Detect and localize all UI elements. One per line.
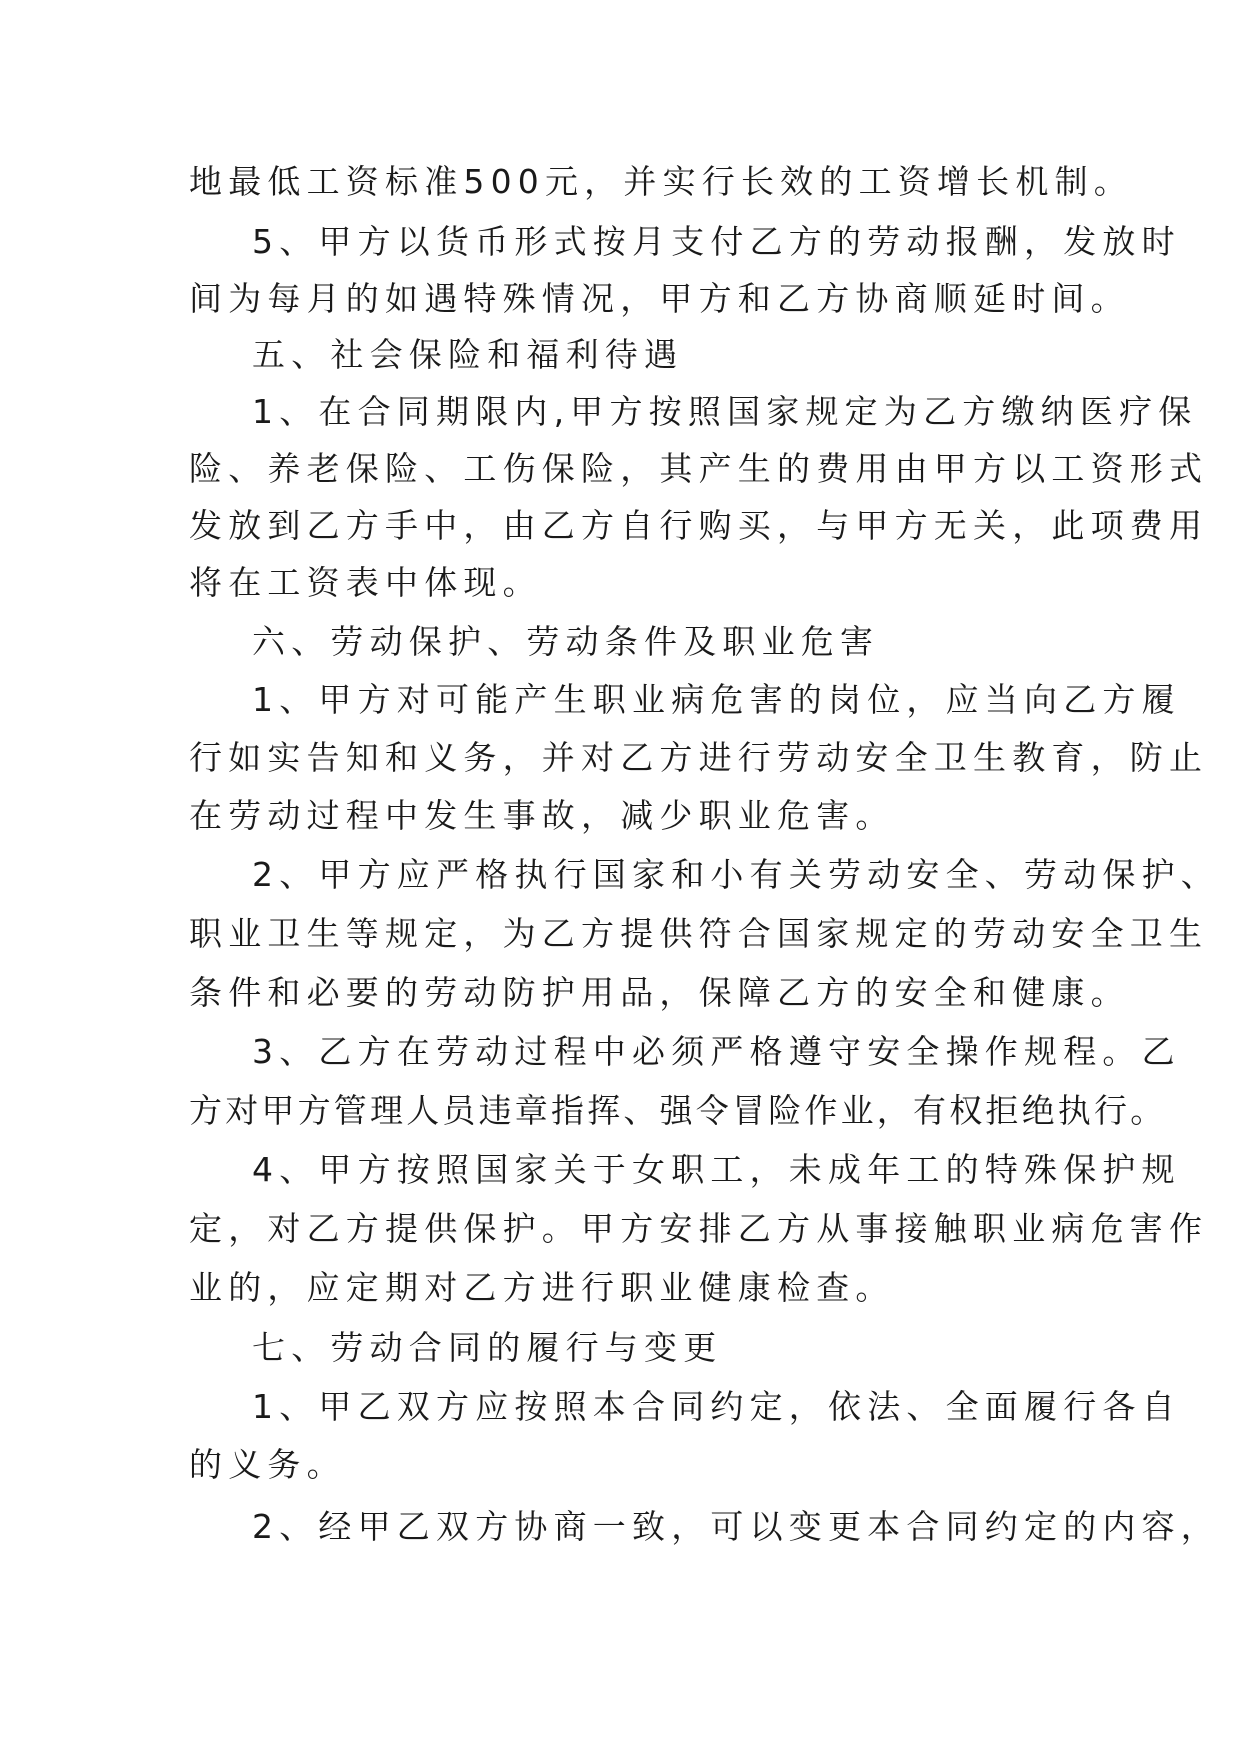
text-line: 4、甲方按照国家关于女职工，未成年工的特殊保护规: [252, 1150, 1181, 1189]
text-line: 2、经甲乙双方协商一致，可以变更本合同约定的内容，: [252, 1507, 1220, 1546]
text-line: 发放到乙方手中，由乙方自行购买，与甲方无关，此项费用: [189, 506, 1209, 545]
text-line: 职业卫生等规定，为乙方提供符合国家规定的劳动安全卫生: [189, 914, 1209, 953]
text-line: 险、养老保险、工伤保险，其产生的费用由甲方以工资形式: [189, 449, 1209, 488]
text-line: 业的，应定期对乙方进行职业健康检查。: [189, 1268, 895, 1307]
section-heading: 六、劳动保护、劳动条件及职业危害: [252, 622, 880, 661]
text-line: 1、甲乙双方应按照本合同约定，依法、全面履行各自: [252, 1387, 1181, 1426]
text-line: 1、在合同期限内,甲方按照国家规定为乙方缴纳医疗保: [252, 392, 1198, 431]
section-heading: 五、社会保险和福利待遇: [252, 335, 684, 374]
text-line: 条件和必要的劳动防护用品，保障乙方的安全和健康。: [189, 973, 1130, 1012]
text-line: 2、甲方应严格执行国家和小有关劳动安全、劳动保护、: [252, 855, 1220, 894]
text-line: 1、甲方对可能产生职业病危害的岗位，应当向乙方履: [252, 680, 1181, 719]
text-line: 间为每月的如遇特殊情况，甲方和乙方协商顺延时间。: [189, 279, 1130, 318]
text-line: 的义务。: [189, 1445, 346, 1484]
text-line: 5、甲方以货币形式按月支付乙方的劳动报酬，发放时: [252, 222, 1181, 261]
text-line: 定，对乙方提供保护。甲方安排乙方从事接触职业病危害作: [189, 1209, 1209, 1248]
section-heading: 七、劳动合同的履行与变更: [252, 1328, 723, 1367]
text-line: 将在工资表中体现。: [189, 563, 542, 602]
text-line: 3、乙方在劳动过程中必须严格遵守安全操作规程。乙: [252, 1032, 1181, 1071]
text-line: 行如实告知和义务，并对乙方进行劳动安全卫生教育，防止: [189, 738, 1209, 777]
text-line: 在劳动过程中发生事故，减少职业危害。: [189, 796, 895, 835]
text-line: 方对甲方管理人员违章指挥、强令冒险作业，有权拒绝执行。: [189, 1091, 1167, 1130]
text-line: 地最低工资标准500元，并实行长效的工资增长机制。: [189, 162, 1133, 201]
